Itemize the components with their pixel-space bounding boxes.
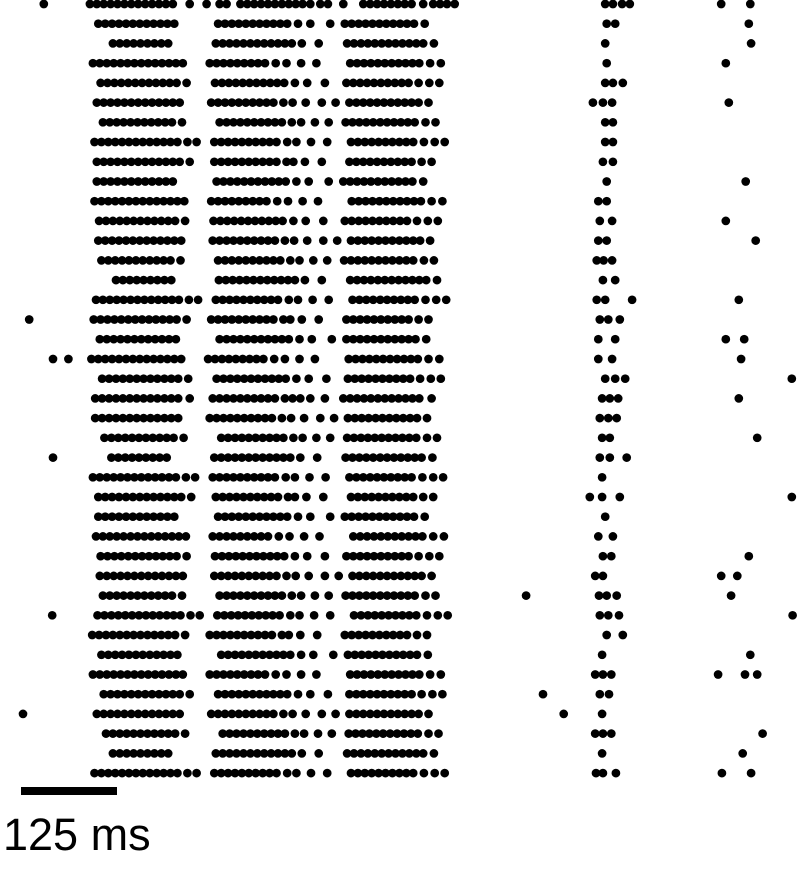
scale-bar — [21, 787, 117, 795]
scale-bar-label: 125 ms — [3, 809, 151, 860]
